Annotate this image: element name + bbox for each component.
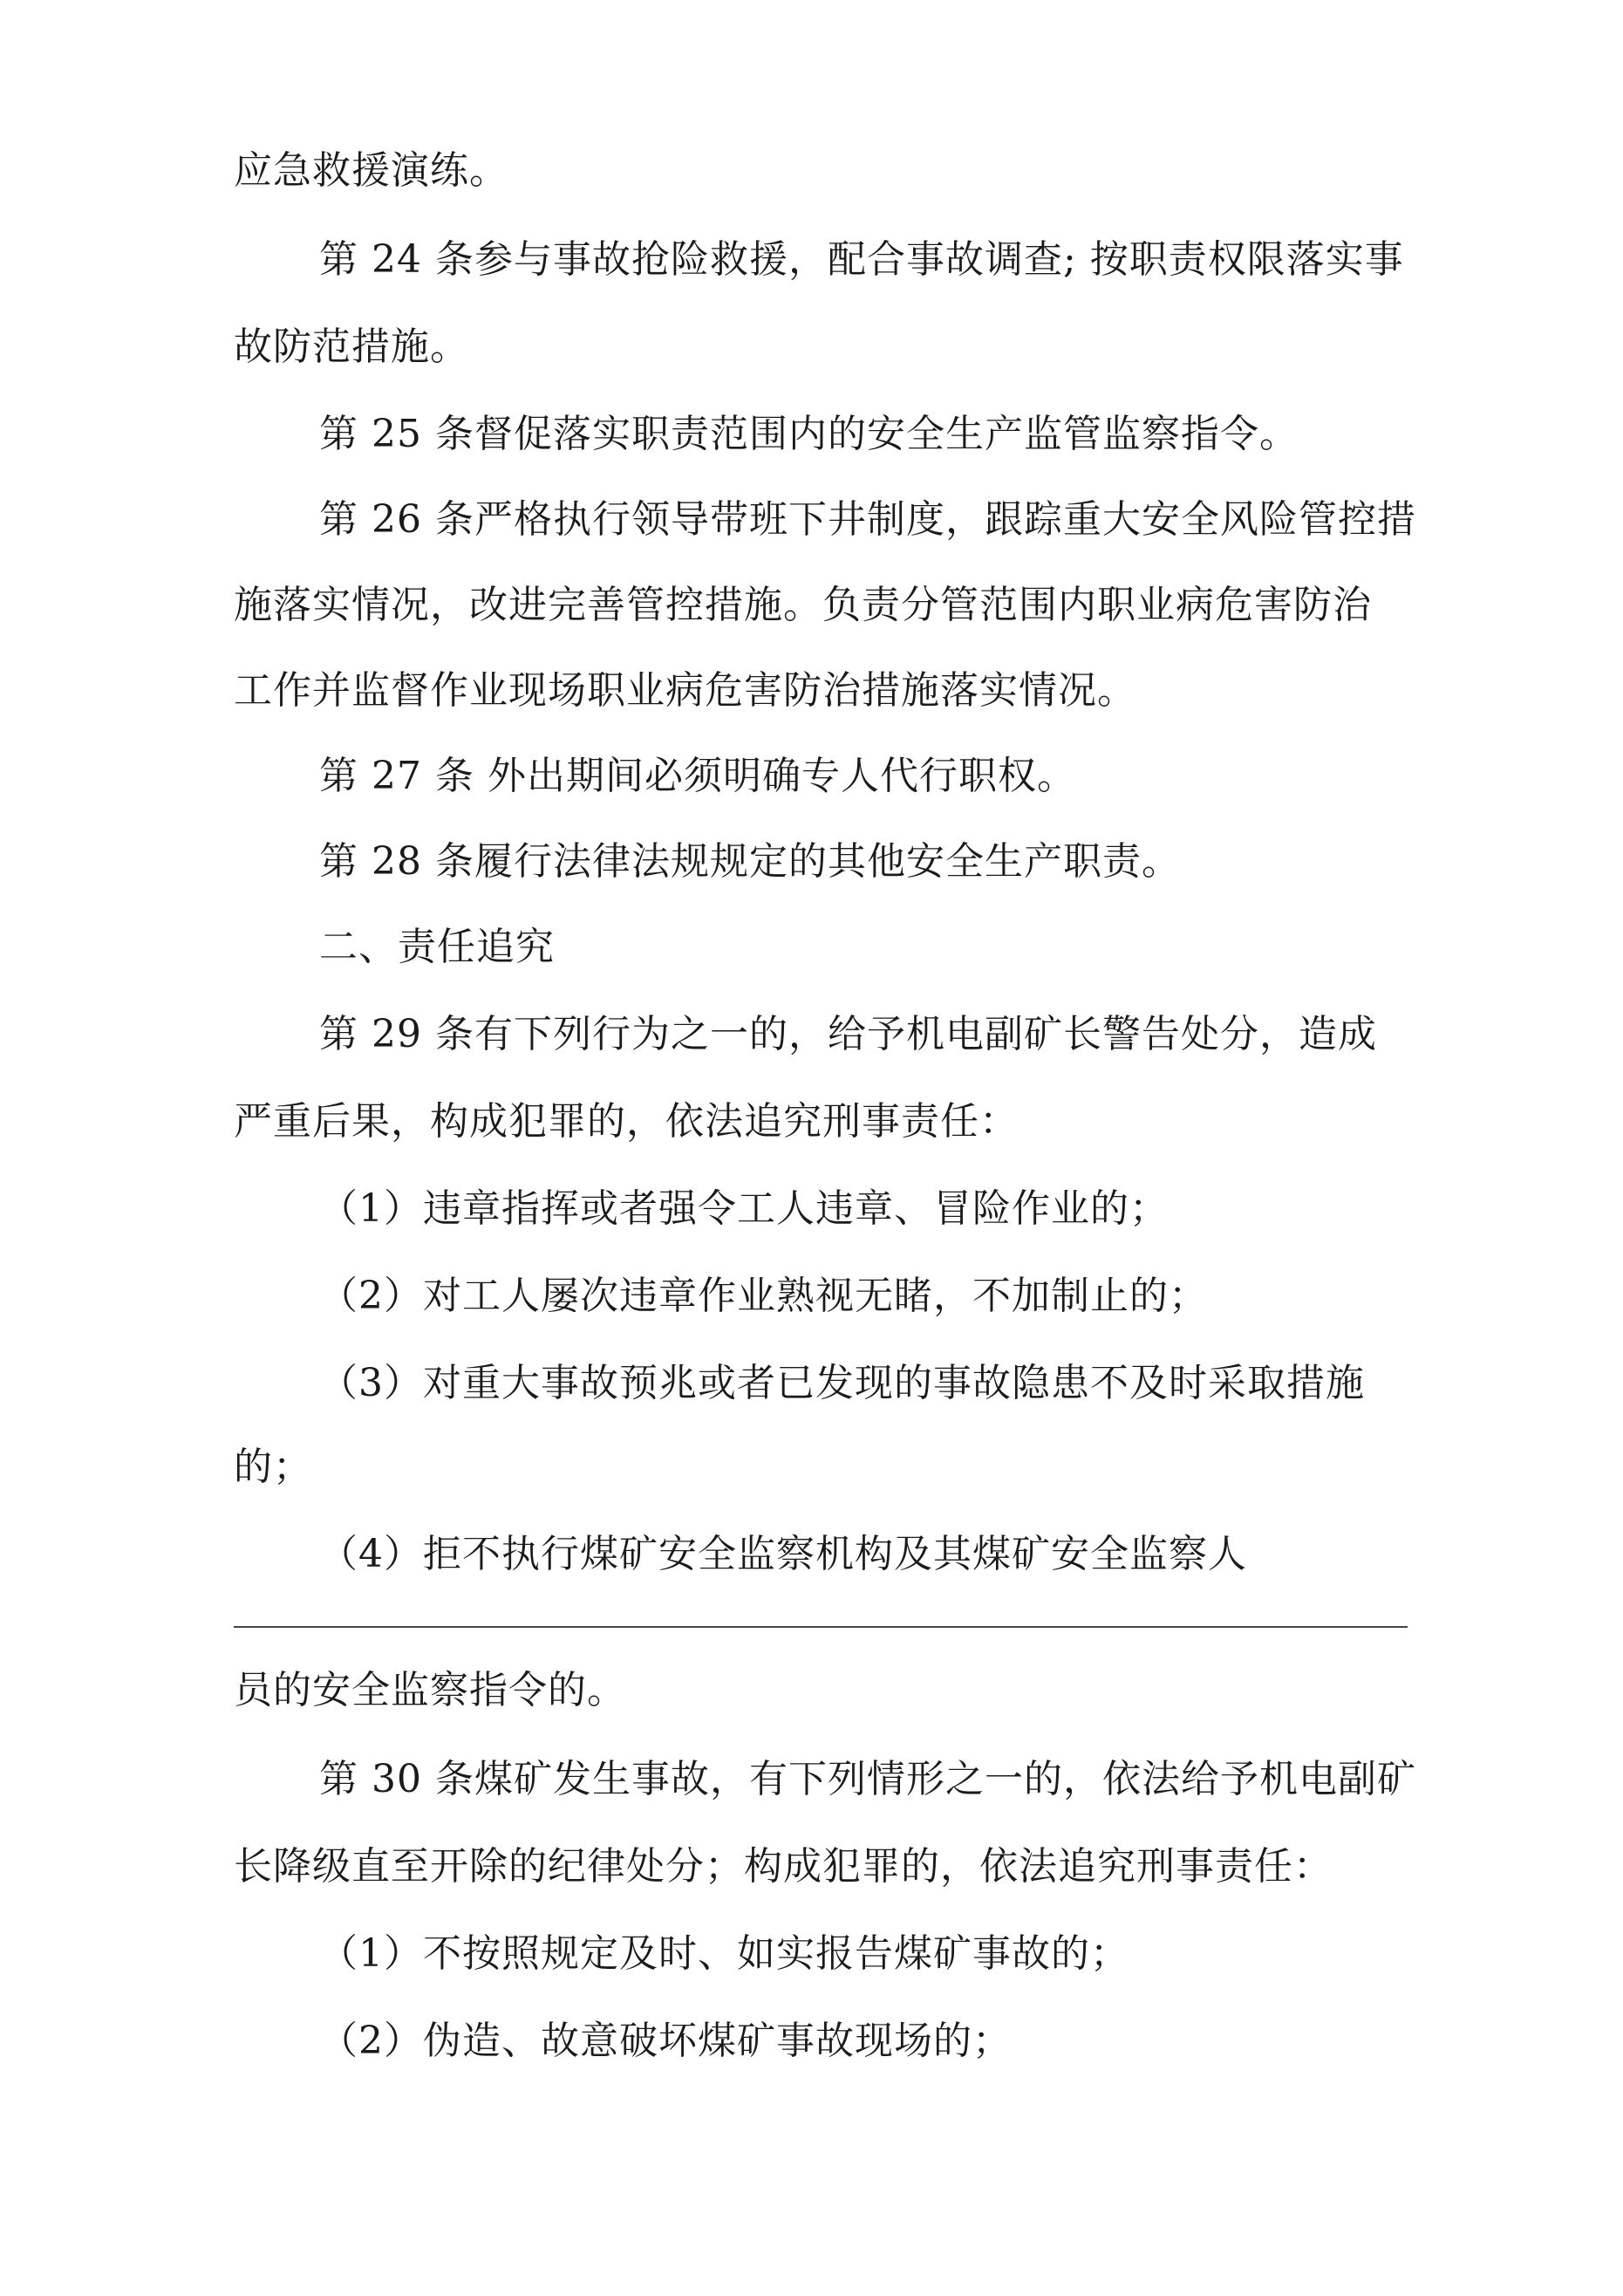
text-line: 第 27 条 外出期间必须明确专人代行职权。 (319, 754, 1076, 798)
text-line: 第 29 条有下列行为之一的，给予机电副矿长警告处分，造成 (319, 1012, 1377, 1056)
text-line: 长降级直至开除的纪律处分；构成犯罪的，依法追究刑事责任： (234, 1844, 1333, 1889)
list-item: （1）不按照规定及时、如实报告煤矿事故的； (319, 1931, 1129, 1976)
text-line: 员的安全监察指令的。 (234, 1668, 626, 1712)
text-line: 第 30 条煤矿发生事故，有下列情形之一的，依法给予机电副矿 (319, 1757, 1416, 1801)
text-line: 严重后果，构成犯罪的，依法追究刑事责任： (234, 1099, 1019, 1144)
text-line: 第 25 条督促落实职责范围内的安全生产监管监察指令。 (319, 412, 1299, 456)
page-divider (234, 1626, 1408, 1628)
text-line: 的； (234, 1445, 312, 1489)
text-line: 应急救援演练。 (234, 148, 508, 193)
list-item: （3）对重大事故预兆或者已发现的事故隐患不及时采取措施 (319, 1361, 1365, 1405)
list-item: （4）拒不执行煤矿安全监察机构及其煤矿安全监察人 (319, 1532, 1247, 1576)
text-line: 工作并监督作业现场职业病危害防治措施落实情况。 (234, 668, 1136, 713)
text-line: 第 28 条履行法律法规规定的其他安全生产职责。 (319, 839, 1181, 884)
list-item: （1）违章指挥或者强令工人违章、冒险作业的； (319, 1186, 1169, 1231)
text-line: 施落实情况，改进完善管控措施。负责分管范围内职业病危害防治 (234, 583, 1372, 627)
section-heading: 二、责任追究 (319, 925, 555, 969)
text-line: 第 26 条严格执行领导带班下井制度，跟踪重大安全风险管控措 (319, 497, 1416, 542)
text-line: 故防范措施。 (234, 325, 469, 369)
list-item: （2）伪造、故意破坏煤矿事故现场的； (319, 2019, 1012, 2063)
list-item: （2）对工人屡次违章作业熟视无睹，不加制止的； (319, 1274, 1208, 1318)
text-line: 第 24 条参与事故抢险救援，配合事故调查; 按职责权限落实事 (319, 237, 1404, 282)
